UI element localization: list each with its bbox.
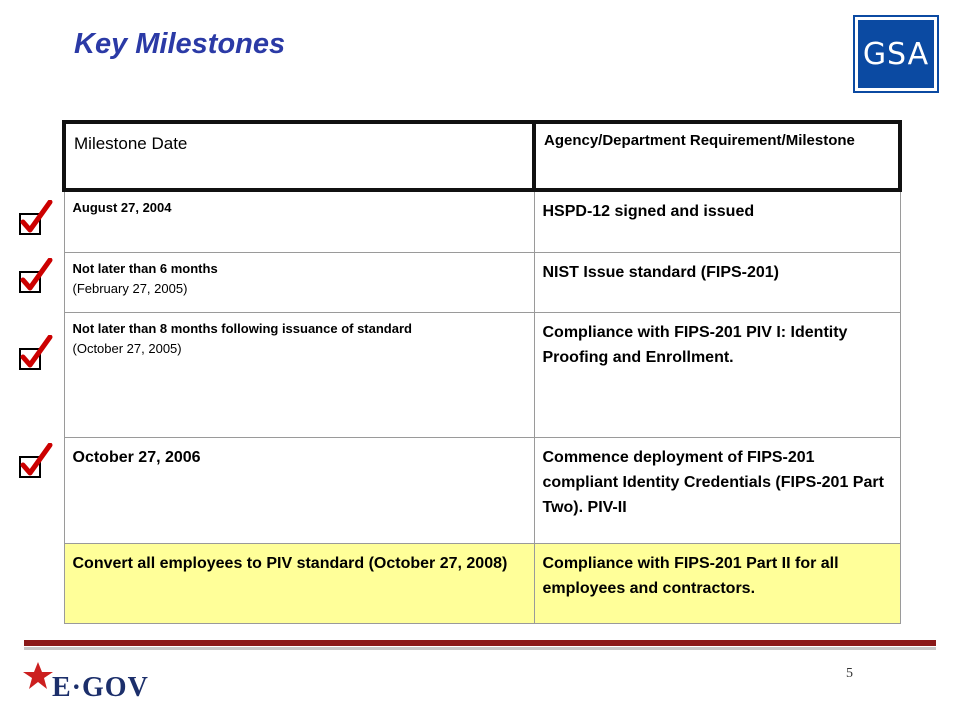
checkmark-icon [18, 258, 54, 294]
table-row [64, 190, 900, 252]
requirement-cell: Compliance with FIPS-201 Part II for all employees and contractors. [534, 543, 900, 623]
header-milestone-date: Milestone Date [64, 122, 534, 190]
requirement-cell: HSPD-12 signed and issued [534, 190, 900, 252]
table-row [64, 437, 900, 543]
table-row [64, 252, 900, 312]
milestone-date-cell: August 27, 2004 [64, 190, 534, 252]
table-row [64, 312, 900, 437]
checkmark-icon [18, 443, 54, 479]
page-number: 5 [846, 666, 853, 681]
footer-divider-shadow [24, 647, 936, 650]
slide-title: Key Milestones [74, 28, 286, 60]
milestone-date-cell: October 27, 2006 [64, 437, 534, 543]
requirement-cell: Compliance with FIPS-201 PIV I: Identity Proofing and Enrollment. [534, 312, 900, 437]
footer-divider [24, 640, 936, 646]
checkmark-icon [18, 200, 54, 236]
checkmark-icon [18, 335, 54, 371]
header-requirement: Agency/Department Requirement/Milestone [534, 122, 900, 190]
egov-logo: E·GOV [52, 672, 149, 703]
milestone-date-cell: Not later than 8 months following issuance of standard (October 27, 2005) [64, 312, 534, 437]
table-row-highlighted [64, 543, 900, 623]
milestone-date-cell: Not later than 6 months (February 27, 2005) [64, 252, 534, 312]
table-header-row [64, 122, 900, 190]
gsa-logo: GSA [855, 17, 937, 91]
requirement-cell: NIST Issue standard (FIPS-201) [534, 252, 900, 312]
milestones-table [62, 120, 902, 624]
requirement-cell: Commence deployment of FIPS-201 compliant Identity Credentials (FIPS-201 Part Two). PIV-II [534, 437, 900, 543]
milestone-date-cell: Convert all employees to PIV standard (October 27, 2008) [64, 543, 534, 623]
